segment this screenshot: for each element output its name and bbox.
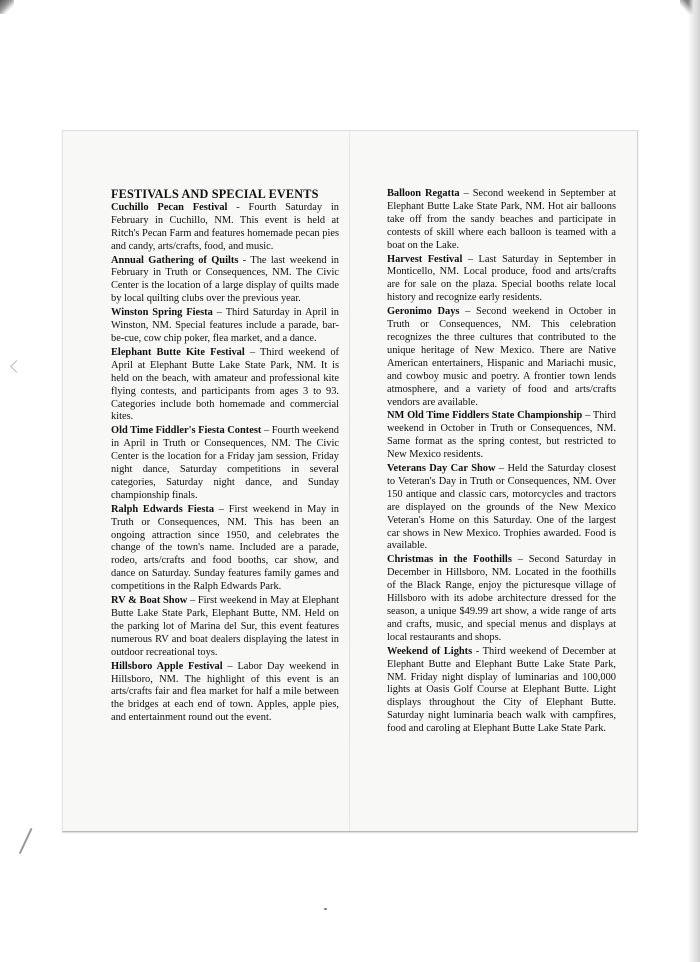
event-name: Ralph Edwards Fiesta (111, 503, 215, 515)
event-balloon-regatta (387, 188, 616, 253)
event-name: Harvest Festival (387, 253, 463, 265)
event-ralph-edwards-fiesta (111, 504, 339, 594)
event-name: Christmas in the Foothills (387, 554, 512, 566)
event-nm-old-time-fiddlers-state-championship (387, 410, 616, 462)
event-description: – Second Saturday in December in Hillsboro, NM. Located in the foothills of the Black Range, enjoy the picturesque village of Hillsboro with its adobe architecture dressed for the season, a unique $49.99 art show, a wide range of arts and crafts, music, and special menus and displays at local restaurants and shops. (387, 554, 616, 643)
event-name: RV & Boat Show (111, 595, 188, 607)
event-description: – First weekend in May at Elephant Butte Lake State Park, Elephant Butte, NM. Held on the parking lot of Marina del Sur, this event features numerous RV and boat dealers displaying the latest in outdoor recreational toys. (111, 595, 339, 658)
event-description: – Second weekend in September at Elephant Butte Lake State Park, NM. Hot air balloons take off from the sandy beaches and participate in contests of skill where each balloon is teamed with a boat on the Lake. (387, 188, 616, 251)
scan-shadow-corner (0, 0, 14, 14)
event-description: – Labor Day weekend in Hillsboro, NM. The highlight of this event is an arts/crafts fair and flea market for half a mile between the bridges at each end of town. Apples, apple pies, and entertainment round out the event. (111, 660, 339, 724)
event-old-time-fiddler-s-fiesta-contest (111, 425, 339, 502)
event-christmas-in-the-foothills (387, 554, 616, 644)
brochure-page (62, 130, 638, 832)
event-name: Hillsboro Apple Festival (111, 660, 223, 672)
event-veterans-day-car-show (387, 463, 616, 553)
event-name: NM Old Time Fiddlers State Championship (387, 410, 583, 422)
event-description: – Fourth weekend in April in Truth or Consequences, NM. The Civic Center is the location for a Friday jam session, Friday night dance, Saturday competitions in several categories, Saturday night dance, and Sunday championship finals. (111, 425, 339, 501)
event-description: – Third weekend in October in Truth or Consequences, NM. Same format as the spring contest, but restricted to New Mexico residents. (387, 410, 616, 461)
event-name: Old Time Fiddler's Fiesta Contest (111, 425, 262, 437)
event-weekend-of-lights (387, 646, 616, 736)
scan-speck (324, 908, 327, 910)
event-description: – Last Saturday in September in Monticello, NM. Local produce, food and arts/crafts are for sale on the plaza. Special booths relate local history and recognize early residents. (387, 253, 616, 304)
section-heading: FESTIVALS AND SPECIAL EVENTS (111, 187, 319, 201)
event-name: Annual Gathering of Quilts (111, 254, 239, 266)
event-winston-spring-fiesta (111, 307, 339, 346)
event-harvest-festival (387, 254, 616, 306)
scan-mark (10, 360, 23, 373)
event-annual-gathering-of-quilts (111, 255, 339, 307)
event-description: - The last weekend in February in Truth or Consequences, NM. The Civic Center is the location of a large display of quilts made by local quilting clubs over the previous year. (111, 254, 339, 305)
event-description: - Fourth Saturday in February in Cuchillo, NM. This event is held at Ritch's Pecan Farm and features homemade pecan pies and candy, arts/crafts, food, and music. (111, 201, 339, 252)
left-column (111, 188, 339, 726)
event-rv-boat-show (111, 595, 339, 660)
event-description: – First weekend in May in Truth or Consequences, NM. This has been an ongoing attraction since 1950, and celebrates the change of the town's name. Included are a parade, rodeo, arts/crafts and food booths, car show, and dance on Saturday. Sunday features family games and competitions in the Ralph Edwards Park. (111, 503, 339, 593)
event-name: Geronimo Days (387, 306, 460, 318)
event-name: Elephant Butte Kite Festival (111, 346, 245, 358)
event-list (387, 188, 616, 736)
event-description: – Held the Saturday closest to Veteran's Day in Truth or Consequences, NM. Over 150 antique and classic cars, motorcycles and tractors are displayed on the grounds of the New Mexico Veteran's Home on this Saturday. One of the largest car shows in New Mexico. Trophies awarded. Food is available. (387, 463, 616, 552)
event-cuchillo-pecan-festival (111, 202, 339, 254)
scan-scratch (19, 828, 45, 860)
event-name: Weekend of Lights (387, 645, 473, 657)
right-column (387, 188, 616, 737)
event-description: - Third weekend of December at Elephant Butte and Elephant Butte Lake State Park, NM. Friday night display of luminarias and 100,000 lights at Oasis Golf Course at Elephant Butte. Light displays throughout the City of Elephant Butte. Saturday night luminaria beach walk with campfires, food and caroling at Elephant Butte Lake State Park. (387, 645, 616, 735)
event-name: Cuchillo Pecan Festival (111, 201, 228, 213)
event-name: Veterans Day Car Show (387, 463, 496, 475)
event-elephant-butte-kite-festival (111, 347, 339, 424)
event-name: Balloon Regatta (387, 188, 460, 199)
page-fold (349, 131, 350, 831)
event-name: Winston Spring Fiesta (111, 307, 213, 319)
event-list (111, 202, 339, 725)
event-description: – Third Saturday in April in Winston, NM. Special features include a parade, bar-be-cue, cow chip poker, flea market, and a dance. (111, 307, 340, 344)
scan-edge-shadow (688, 0, 700, 962)
event-description: – Second weekend in October in Truth or Consequences, NM. This celebration recognizes the three cultures that contributed to the unique heritage of New Mexico. There are Native American entertainers, Hispanic and Mariachi music, and cowboy music and poetry. A frontier town lends atmosphere, and a variety of food and arts/crafts vendors are available. (387, 306, 616, 408)
event-hillsboro-apple-festival (111, 661, 339, 726)
event-geronimo-days (387, 306, 616, 409)
event-description: – Third weekend of April at Elephant Butte Lake State Park, NM. It is held on the beach, with amateur and professional kite flying contests, and participants from ages 3 to 93. Categories include both homemade and commercial kites. (111, 346, 339, 423)
